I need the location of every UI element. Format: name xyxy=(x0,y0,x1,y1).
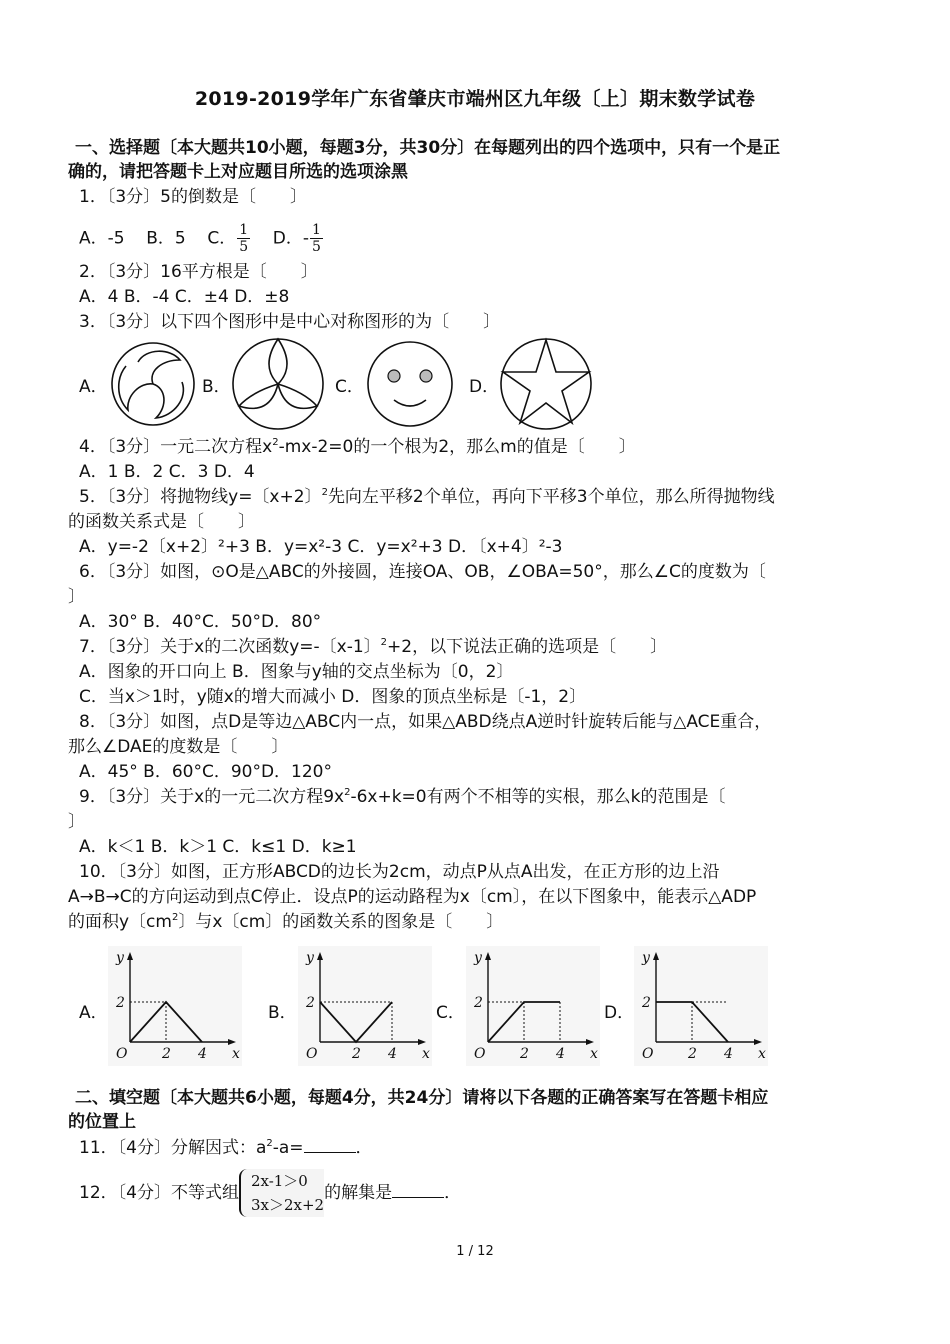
q3-label-d: D． xyxy=(469,377,500,397)
graph-background xyxy=(634,946,768,1066)
y-tick-2: 2 xyxy=(116,995,125,1011)
q3-label-b: B． xyxy=(202,377,231,397)
x-axis-label: x xyxy=(590,1046,598,1062)
q4-options: A．1 B．2 C．3 D．4 xyxy=(79,462,255,482)
q1-option-a: A．-5 xyxy=(79,228,125,249)
section2-heading-line2: 的位置上 xyxy=(68,1112,136,1132)
q8-options: A．45° B．60°C．90°D．120° xyxy=(79,762,332,782)
q1-option-c-fraction: $\frac{1}{5}$ xyxy=(239,222,249,255)
q1-option-c: C． xyxy=(207,228,237,249)
q10-stem-line2: A→B→C的方向运动到点C停止．设点P的运动路程为x〔cm〕，在以下图象中，能表示△ADP xyxy=(68,887,757,907)
q12-stem: 12．〔4分〕不等式组 2x-1＞0 3x＞2x+2 的解集是 ． xyxy=(68,1168,899,1218)
graph-background xyxy=(298,946,432,1066)
y-tick-2: 2 xyxy=(474,995,483,1011)
x-tick-2: 2 xyxy=(162,1046,171,1062)
x-axis-label: x xyxy=(232,1046,240,1062)
x-axis-label: x xyxy=(422,1046,430,1062)
q10-label-c: C． xyxy=(436,1003,465,1023)
q7-options-line2: C．当x＞1时，y随x的增大而减小 D．图象的顶点坐标是〔-1，2〕 xyxy=(79,687,587,707)
q12-inequality-system: 2x-1＞0 3x＞2x+2 xyxy=(239,1169,324,1217)
q1-option-d-fraction: $\frac{1}{5}$ xyxy=(311,222,321,255)
q10-stem: 10．〔3分〕如图，正方形ABCD的边长为2cm，动点P从点A出发，在正方形的边上沿 xyxy=(79,862,720,882)
section1-heading-line2: 确的，请把答题卡上对应题目所选的选项涂黑 xyxy=(68,162,408,182)
q11-answer-blank[interactable] xyxy=(304,1136,356,1153)
q10-graph-b xyxy=(298,946,432,1066)
q9-options: A．k＜1 B．k＞1 C．k≤1 D．k≥1 xyxy=(79,837,357,857)
origin-label: O xyxy=(306,1046,318,1062)
q1-stem: 1．〔3分〕5的倒数是〔 〕 xyxy=(79,187,307,207)
q1-option-b: B．5 xyxy=(146,228,186,249)
section1-heading-line1: 一、选择题〔本大题共10小题，每题3分，共30分〕在每题列出的四个选项中，只有一个是正 xyxy=(75,138,781,158)
q3-label-a: A． xyxy=(79,377,108,397)
x-tick-2: 2 xyxy=(688,1046,697,1062)
x-tick-4: 4 xyxy=(388,1046,397,1062)
q8-stem: 8．〔3分〕如图，点D是等边△ABC内一点，如果△ABD绕点A逆时针旋转后能与△ACE重合， xyxy=(79,712,772,732)
q10-stem-line3: 的面积y〔$cm^2$〕与x〔cm〕的函数关系的图象是〔 〕 xyxy=(68,912,504,932)
q10-label-d: D． xyxy=(604,1003,635,1023)
y-tick-2: 2 xyxy=(642,995,651,1011)
q3-figure-b-petals xyxy=(230,336,326,432)
q4-stem: 4．〔3分〕一元二次方程$x^2-mx-2=0$的一个根为2，那么m的值是〔 〕 xyxy=(79,437,636,457)
q2-options: A．4 B．-4 C．±4 D．±8 xyxy=(79,287,290,307)
q5-options: A．y=-2〔x+2〕²+3 B．y=x²-3 C．y=x²+3 D．〔x+4〕²-3 xyxy=(79,537,563,557)
y-axis-label: y xyxy=(642,950,650,966)
y-tick-2: 2 xyxy=(306,995,315,1011)
q10-graph-a xyxy=(108,946,242,1066)
q10-label-a: A． xyxy=(79,1003,108,1023)
origin-label: O xyxy=(474,1046,486,1062)
q1-options xyxy=(68,222,899,255)
y-axis-label: y xyxy=(116,950,124,966)
q7-options-line1: A．图象的开口向上 B．图象与y轴的交点坐标为〔0，2〕 xyxy=(79,662,514,682)
q3-label-c: C． xyxy=(335,377,364,397)
x-tick-2: 2 xyxy=(520,1046,529,1062)
graph-background xyxy=(466,946,600,1066)
section2-heading-line1: 二、填空题〔本大题共6小题，每题4分，共24分〕请将以下各题的正确答案写在答题卡相应 xyxy=(75,1088,769,1108)
x-tick-2: 2 xyxy=(352,1046,361,1062)
q8-stem-line2: 那么∠DAE的度数是〔 〕 xyxy=(68,737,289,757)
q10-label-b: B． xyxy=(268,1003,297,1023)
q9-stem-line2: 〕 xyxy=(68,812,85,832)
y-axis-label: y xyxy=(474,950,482,966)
q3-figure-d-star xyxy=(498,336,594,432)
x-axis-label: x xyxy=(758,1046,766,1062)
q6-options: A．30° B．40°C．50°D．80° xyxy=(79,612,322,632)
page-number: 1 / 12 xyxy=(456,1244,494,1259)
q2-stem: 2．〔3分〕16平方根是〔 〕 xyxy=(79,262,318,282)
q6-stem: 6．〔3分〕如图，⊙O是△ABC的外接圆，连接OA、OB，∠OBA=50°，那么∠C的度数为〔 xyxy=(79,562,766,582)
q11-stem: 11．〔4分〕分解因式：$a^2-a=$ ． xyxy=(79,1138,373,1158)
y-axis-label: y xyxy=(306,950,314,966)
q10-graph-c xyxy=(466,946,600,1066)
q5-stem-line2: 的函数关系式是〔 〕 xyxy=(68,512,255,532)
q10-graph-d xyxy=(634,946,768,1066)
origin-label: O xyxy=(116,1046,128,1062)
q3-figure-a-swirl xyxy=(108,340,198,428)
q12-answer-blank[interactable] xyxy=(392,1181,444,1198)
q9-stem: 9．〔3分〕关于x的一元二次方程$9x^2-6x+k=0$有两个不相等的实根，那么k的范围是〔 xyxy=(79,787,726,807)
q7-stem: 7．〔3分〕关于x的二次函数y=-〔x-1〕$^2$+2，以下说法正确的选项是〔 〕 xyxy=(79,637,668,657)
x-tick-4: 4 xyxy=(556,1046,565,1062)
page-title: 2019-2019学年广东省肇庆市端州区九年级〔上〕期末数学试卷 xyxy=(194,88,756,110)
q6-stem-line2: 〕 xyxy=(68,587,85,607)
graph-background xyxy=(108,946,242,1066)
q1-option-d: D．- xyxy=(272,228,309,249)
q5-stem: 5．〔3分〕将抛物线y=〔x+2〕$^2$先向左平移2个单位，再向下平移3个单位，那么所得抛物线 xyxy=(79,487,775,507)
x-tick-4: 4 xyxy=(198,1046,207,1062)
x-tick-4: 4 xyxy=(724,1046,733,1062)
q3-stem: 3．〔3分〕以下四个图形中是中心对称图形的为〔 〕 xyxy=(79,312,501,332)
q3-figure-c-smiley xyxy=(364,338,456,430)
origin-label: O xyxy=(642,1046,654,1062)
